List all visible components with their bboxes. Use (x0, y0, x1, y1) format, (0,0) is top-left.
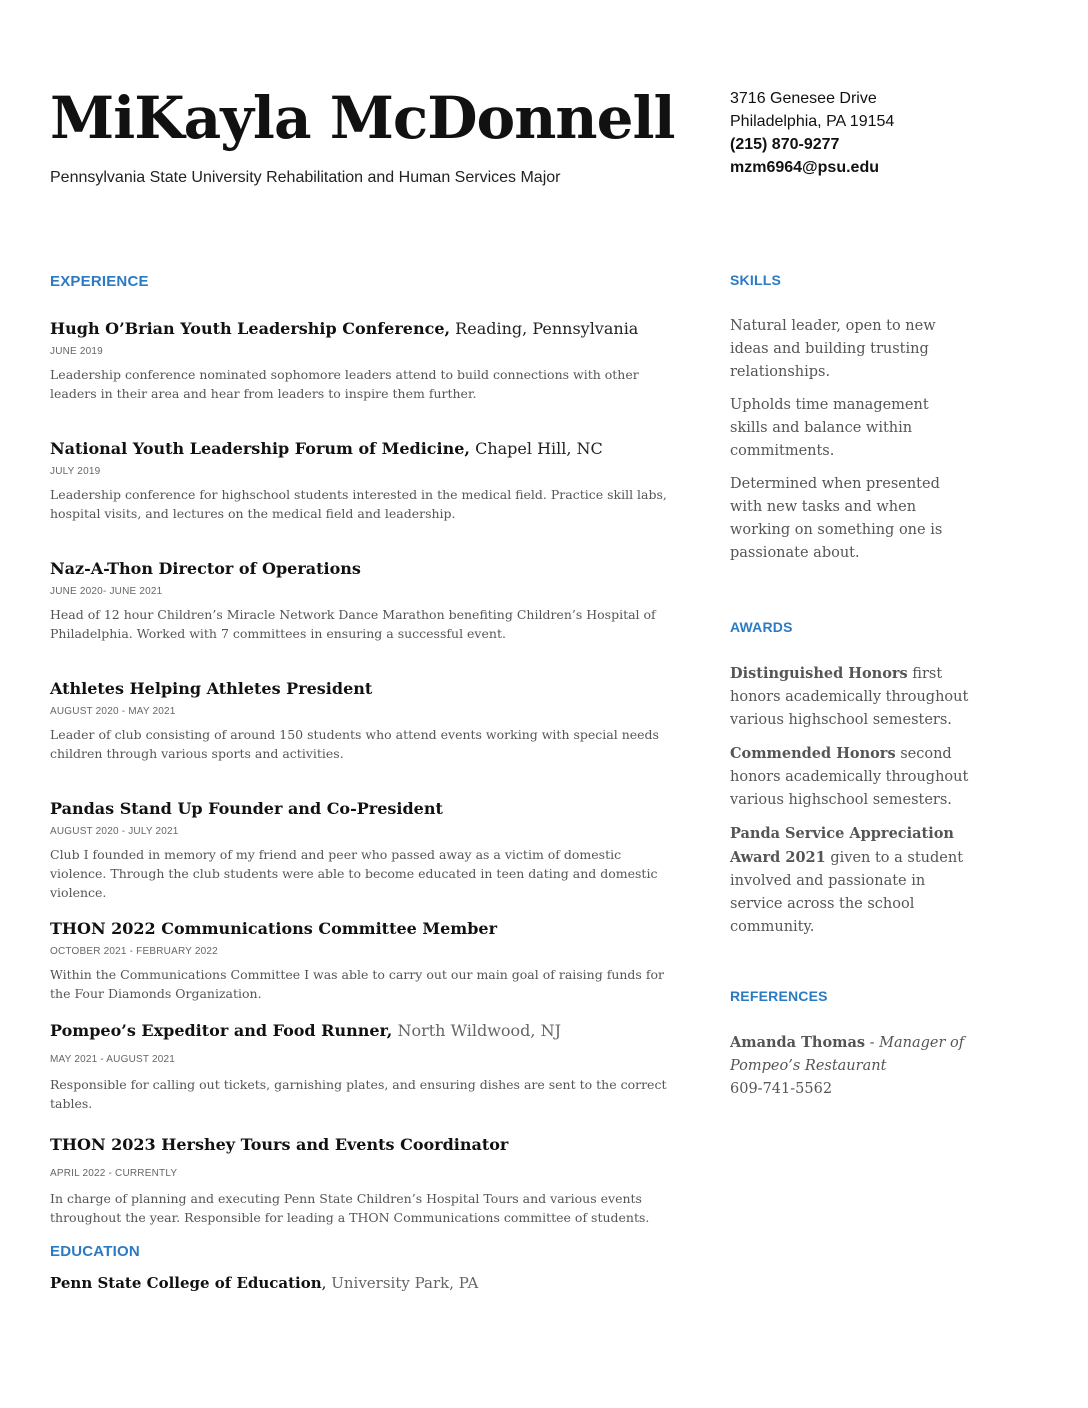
experience-heading: EXPERIENCE (50, 273, 149, 290)
award-title: Panda Service Appreciation Award 2021 (730, 825, 954, 866)
entry-role: National Youth Leadership Forum of Medicine, (50, 439, 470, 458)
awards-list (730, 662, 970, 949)
contact-street: 3716 Genesee Drive (730, 90, 877, 107)
entry-description: Leadership conference for highschool students interested in the medical field. Practice skill labs, hospital visits, and lectures on the medical field and leadership. (50, 487, 667, 521)
entry-location: Chapel Hill, NC (469, 439, 603, 458)
reference-dash: - (865, 1035, 880, 1051)
award-text: given to a student involved and passionate in service across the school community. (730, 850, 964, 935)
entry-date: AUGUST 2020 - MAY 2021 (50, 706, 176, 717)
experience-entry (50, 1134, 670, 1227)
education-heading: EDUCATION (50, 1243, 140, 1260)
contact-email: mzm6964@psu.edu (730, 159, 879, 176)
entry-location: North Wildwood, NJ (392, 1021, 561, 1040)
entry-role: Naz-A-Thon Director of Operations (50, 559, 361, 578)
education-separator: , (321, 1274, 332, 1292)
entry-date: JUNE 2019 (50, 346, 103, 357)
contact-phone: (215) 870-9277 (730, 136, 840, 153)
award-title: Commended Honors (730, 745, 896, 762)
entry-description: Leader of club consisting of around 150 students who attend events working with special needs children through various sports and activities. (50, 727, 659, 761)
entry-title (50, 1020, 670, 1042)
entry-title (50, 558, 670, 580)
entry-title (50, 318, 670, 340)
skills-list (730, 315, 970, 575)
entry-title (50, 1134, 670, 1156)
entry-date: AUGUST 2020 - JULY 2021 (50, 826, 179, 837)
experience-entry (50, 438, 670, 523)
resume-tagline: Pennsylvania State University Rehabilitation and Human Services Major (50, 169, 561, 186)
contact-city: Philadelphia, PA 19154 (730, 113, 895, 130)
entry-title (50, 918, 670, 940)
education-school: Penn State College of Education (50, 1274, 322, 1292)
entry-role: Athletes Helping Athletes President (50, 679, 373, 698)
entry-description: Club I founded in memory of my friend and peer who passed away as a victim of domestic violence. Through the club students were able to become educated in teen dating and domestic violence. (50, 847, 658, 900)
entry-description: Leadership conference nominated sophomore leaders attend to build connections with other leaders in their area and hear from leaders to inspire them further. (50, 367, 639, 401)
entry-date: OCTOBER 2021 - FEBRUARY 2022 (50, 946, 218, 957)
entry-role: Hugh O’Brian Youth Leadership Conference, (50, 319, 451, 338)
entry-description: Within the Communications Committee I was able to carry out our main goal of raising funds for the Four Diamonds Organization. (50, 967, 664, 1001)
skill-item: Natural leader, open to new ideas and building trusting relationships. (730, 318, 936, 380)
entry-title (50, 678, 670, 700)
reference-name: Amanda Thomas (730, 1034, 866, 1051)
entry-role: THON 2023 Hershey Tours and Events Coordinator (50, 1135, 509, 1154)
entry-date: JULY 2019 (50, 466, 101, 477)
skills-heading: SKILLS (730, 272, 781, 288)
entry-title (50, 798, 670, 820)
experience-entry (50, 558, 670, 643)
references-heading: REFERENCES (730, 988, 828, 1004)
entry-date: MAY 2021 - AUGUST 2021 (50, 1054, 176, 1065)
entry-location: Reading, Pennsylvania (450, 319, 639, 338)
awards-heading: AWARDS (730, 619, 793, 635)
award-item (730, 742, 970, 812)
reference-phone: 609-741-5562 (730, 1081, 833, 1097)
reference-title: Manager of Pompeo’s Restaurant (730, 1035, 965, 1074)
experience-entry (50, 918, 670, 1003)
entry-date: JUNE 2020- JUNE 2021 (50, 586, 163, 597)
experience-entry (50, 798, 670, 902)
entry-title (50, 438, 670, 460)
reference-line (730, 1031, 970, 1078)
reference-entry (730, 1031, 970, 1101)
entry-role: Pandas Stand Up Founder and Co-President (50, 799, 443, 818)
entry-description: Head of 12 hour Children’s Miracle Network Dance Marathon benefiting Children’s Hospital of Philadelphia. Worked with 7 committees in ensuring a successful event. (50, 607, 656, 641)
experience-entry (50, 1020, 670, 1113)
award-item (730, 822, 970, 939)
award-item (730, 662, 970, 732)
experience-entry (50, 678, 670, 763)
entry-date: APRIL 2022 - CURRENTLY (50, 1168, 178, 1179)
skill-item: Upholds time management skills and balance within commitments. (730, 397, 929, 459)
experience-entry (50, 318, 670, 403)
education-location: University Park, PA (331, 1274, 479, 1292)
entry-description: Responsible for calling out tickets, garnishing plates, and ensuring dishes are sent to the correct tables. (50, 1077, 667, 1111)
entry-description: In charge of planning and executing Penn State Children’s Hospital Tours and various events throughout the year. Responsible for leading a THON Communications committee of students. (50, 1191, 650, 1225)
education-entry (50, 1274, 478, 1292)
award-title: Distinguished Honors (730, 665, 908, 682)
award-text: second honors academically throughout various highschool semesters. (730, 746, 969, 808)
award-text: first honors academically throughout various highschool semesters. (730, 666, 969, 728)
contact-block (730, 87, 894, 179)
entry-role: Pompeo’s Expeditor and Food Runner, (50, 1021, 393, 1040)
skill-item: Determined when presented with new tasks and when working on something one is passionate about. (730, 476, 943, 561)
entry-role: THON 2022 Communications Committee Member (50, 919, 497, 938)
resume-name: MiKayla McDonnell (50, 84, 675, 152)
